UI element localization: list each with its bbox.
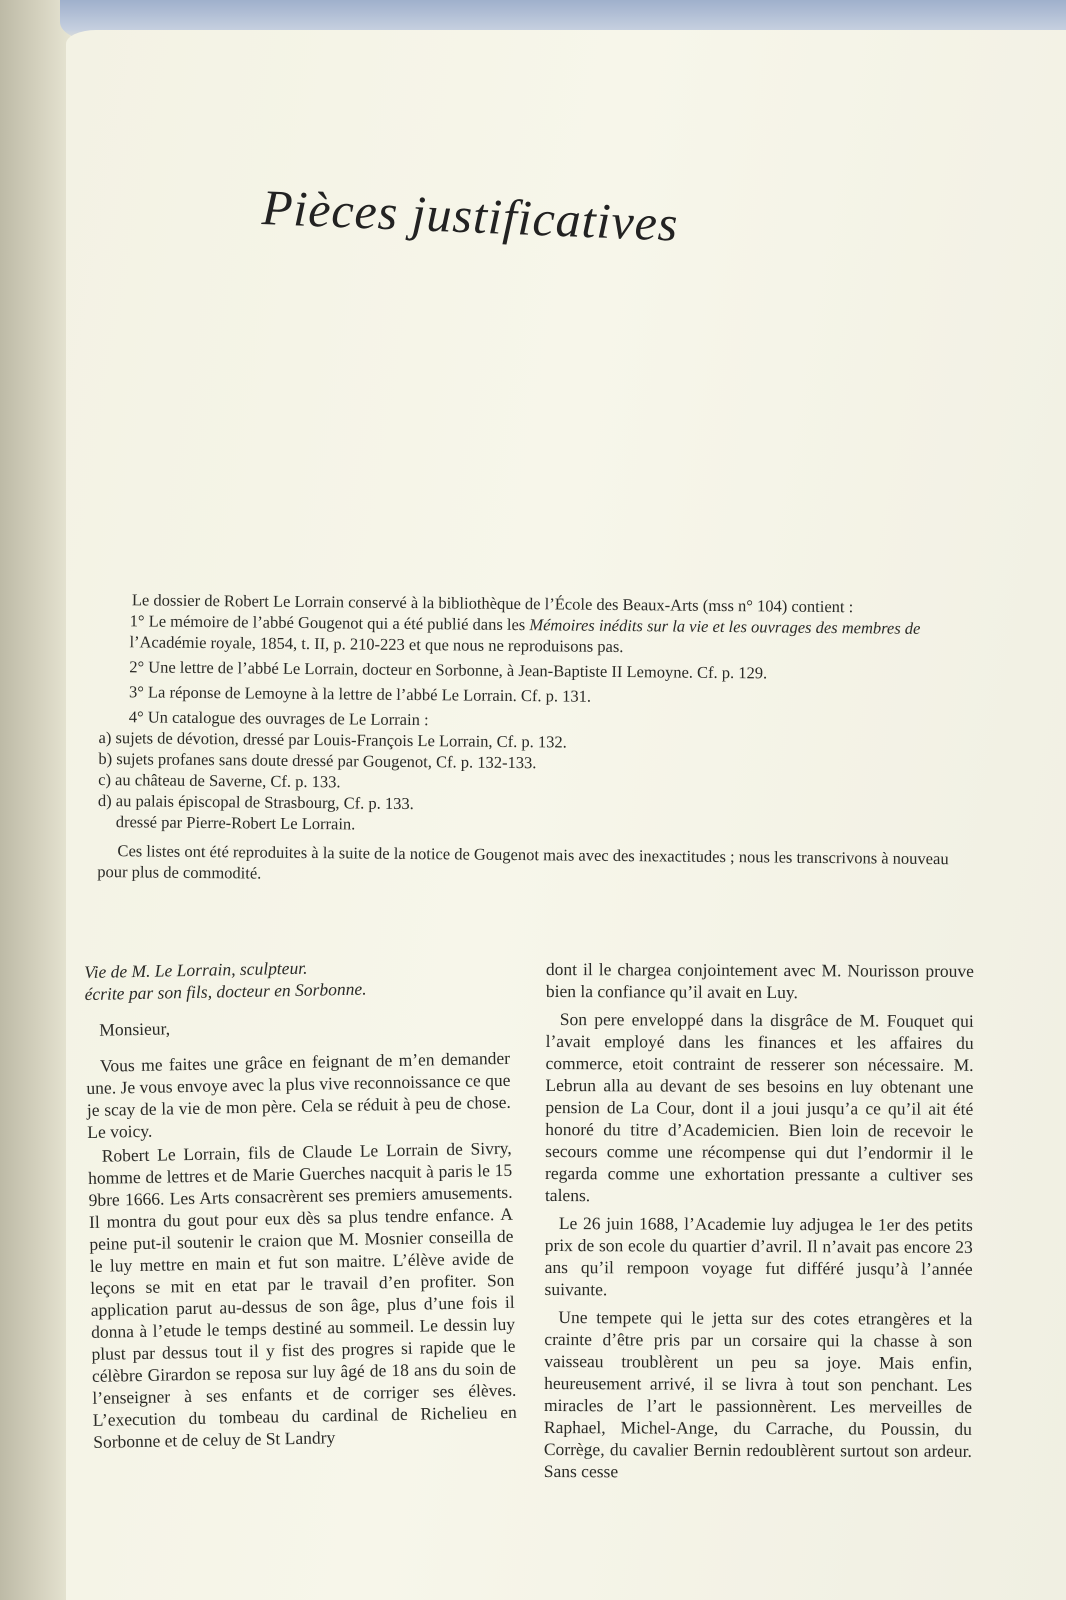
letter-paragraph-5: Une tempete qui le jetta sur des cotes etrangères et la crainte d’être pris par un corsaire qui la chasse à son vaisseau troublèrent un peu sa joye. Mais enfin, heureusement arrivé, il se livra à tout son penchant. Les miracles de l’art le passionnèrent. Les merveilles de Raphael, Michel-Ange, du Carrache, du Poussin, du Corrège, du cavalier Bernin redoublèrent surtout son ardeur. Sans cesse: [543, 1307, 973, 1482]
intro-sub-note: dressé par Pierre-Robert Le Lorrain.: [115, 812, 356, 834]
intro-sub-c: c) au château de Saverne, Cf. p. 133.: [98, 769, 341, 792]
intro-item-1-italic: Mémoires inédits sur la vie et les ouvrages des membres de: [529, 615, 921, 638]
intro-closing-paragraph: Ces listes ont été reproduites à la suite de la notice de Gougenot mais avec des inexactitudes ; nous les transcrivons à nouveau pour plus de commodité.: [97, 841, 949, 883]
intro-item-4: 4° Un catalogue des ouvrages de Le Lorrain :: [128, 707, 429, 730]
left-column: [84, 953, 517, 1453]
letter-heading-line-2: écrite par son fils, docteur en Sorbonne.: [84, 978, 367, 1004]
intro-sub-b: b) sujets profanes sans doute dressé par Gougenot, Cf. p. 132-133.: [98, 748, 537, 773]
intro-item-1: [99, 610, 979, 660]
intro-section: [97, 589, 980, 890]
intro-sub-d: d) au palais épiscopal de Strasbourg, Cf. p. 133.: [97, 790, 414, 814]
letter-paragraph-2: Robert Le Lorrain, fils de Claude Le Lorrain de Sivry, homme de lettres et de Marie Guerches nacquit à paris le 15 9bre 1666. Les Arts consacrèrent ses premiers amusements. Il montra du gout pour eux dès sa plus tendre enfance. A peine put-il soutenir le craion que M. Mosnier conseilla de le luy mettre en main et fut son maitre. L’élève avide de leçons se mit en etat par le travail d’en profiter. Son application parut au-dessus de son âge, plus d’une fois il donna à l’etude le temps destiné au sommeil. Le dessin luy plust par dessus tout il y fist des progres si rapide que le célèbre Girardon se reposa sur luy âgé de 18 ans du soin de l’enseigner à ses enfants et de corriger ses élèves. L’execution du tombeau du cardinal de Richelieu en Sorbonne et de celuy de St Landry: [87, 1137, 517, 1452]
letter-paragraph-4: Le 26 juin 1688, l’Academie luy adjugea le 1er des petits prix de son ecole du quartier d’avril. Il n’avait pas encore 23 ans qu’il rempoon voyage fut différé jusqu’à l’année suivante.: [544, 1213, 973, 1300]
page-title: Pièces justificatives: [260, 179, 680, 252]
intro-paragraph: Le dossier de Robert Le Lorrain conservé à la bibliothèque de l’École des Beaux-Arts (mss n° 104) contient :: [131, 590, 854, 617]
intro-item-1-text-a: 1° Le mémoire de l’abbé Gougenot qui a été publié dans les: [129, 611, 530, 635]
intro-item-3: 3° La réponse de Lemoyne à la lettre de l’abbé Le Lorrain. Cf. p. 131.: [128, 682, 592, 706]
intro-sub-a: a) sujets de dévotion, dressé par Louis-François Le Lorrain, Cf. p. 132.: [98, 727, 567, 752]
letter-heading-line-1: Vie de M. Le Lorrain, sculpteur.: [84, 957, 308, 982]
book-gutter-shadow: [0, 0, 70, 1600]
letter-paragraph-1: Vous me faites une grâce en feignant de m’en demander une. Je vous envoye avec la plus vive reconnoissance ce que je scay de la vie de mon père. Cela se réduit à peu de chose. Le voicy.: [86, 1047, 511, 1142]
intro-item-1-text-b: l’Académie royale, 1854, t. II, p. 210-223 et que nous ne reproduisons pas.: [129, 632, 624, 657]
intro-item-2: 2° Une lettre de l’abbé Le Lorrain, docteur en Sorbonne, à Jean-Baptiste II Lemoyne. Cf. p. 129.: [129, 657, 768, 683]
letter-paragraph-continued: dont il le chargea conjointement avec M. Nourisson prouve bien la confiance qu’il avait en Luy.: [545, 959, 974, 1003]
letter-salutation: Monsieur,: [99, 1018, 171, 1040]
right-column: [544, 958, 974, 1484]
letter-paragraph-3: Son pere enveloppé dans la disgrâce de M. Fouquet qui l’avait employé dans les finances et les affaires du commerce, etoit contraint de resserer son nécessaire. M. Lebrun alla au devant de ses besoins en luy obtenant une pension de La Cour, dont il a joui jusqu’a ce qu’il ait été honoré du titre d’Academicien. Bien loin de recevoir le secours comme une récompense qui dut l’endormir il le regarda comme une exhortation pressante a cultiver ses talens.: [544, 1009, 974, 1206]
